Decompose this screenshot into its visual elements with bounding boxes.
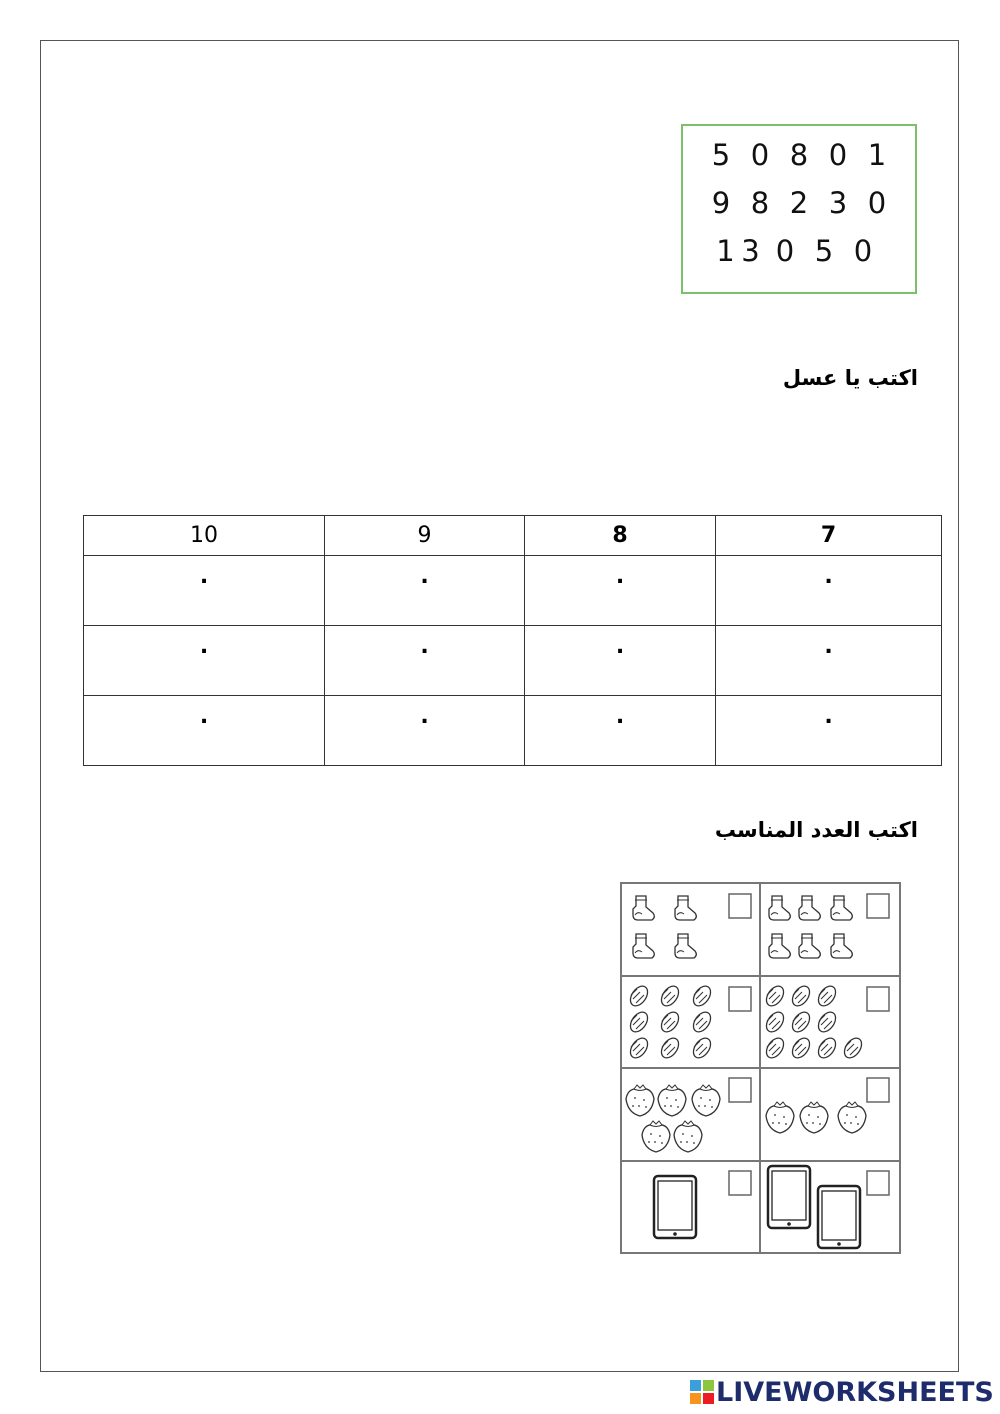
column-header: 7: [716, 516, 942, 556]
answer-cell[interactable]: .: [84, 696, 325, 766]
digit: 5: [814, 234, 834, 268]
number-row: [683, 138, 915, 172]
table-row: [84, 626, 942, 696]
answer-box[interactable]: [867, 987, 889, 1011]
answer-cell[interactable]: .: [84, 626, 325, 696]
table-row: [84, 556, 942, 626]
writing-table: [83, 515, 942, 766]
answer-cell[interactable]: .: [716, 626, 942, 696]
table-header-row: [84, 516, 942, 556]
answer-box[interactable]: [867, 1171, 889, 1195]
answer-cell[interactable]: .: [716, 556, 942, 626]
digit: 0: [750, 138, 770, 172]
liveworksheets-logo: [690, 1375, 994, 1409]
digit: 8: [750, 186, 770, 220]
number-row: [683, 234, 915, 268]
answer-cell[interactable]: .: [525, 696, 716, 766]
answer-box[interactable]: [729, 1171, 751, 1195]
table-row: [84, 696, 942, 766]
number-row: [683, 186, 915, 220]
digit: 9: [711, 186, 731, 220]
digit: 1: [716, 234, 735, 268]
answer-box[interactable]: [729, 894, 751, 918]
digit: 0: [775, 234, 795, 268]
number-box: [681, 124, 917, 294]
answer-cell[interactable]: .: [325, 626, 525, 696]
answer-cell[interactable]: .: [525, 626, 716, 696]
digit: 2: [789, 186, 809, 220]
digit: 3: [828, 186, 848, 220]
digit: 0: [853, 234, 873, 268]
column-header: 8: [525, 516, 716, 556]
strawberry-icon: [766, 1102, 866, 1133]
column-header: 10: [84, 516, 325, 556]
digit: 0: [828, 138, 848, 172]
digit: 3: [741, 234, 760, 268]
brand-text: LIVEWORKSHEETS: [716, 1376, 994, 1408]
bread-icon: [627, 983, 714, 1061]
column-header: 9: [325, 516, 525, 556]
answer-cell[interactable]: .: [525, 556, 716, 626]
answer-cell[interactable]: .: [84, 556, 325, 626]
answer-box[interactable]: [729, 987, 751, 1011]
digit: 5: [711, 138, 731, 172]
section-title-count: اكتب العدد المناسب: [714, 818, 918, 842]
answer-cell[interactable]: .: [325, 696, 525, 766]
answer-box[interactable]: [729, 1078, 751, 1102]
answer-box[interactable]: [867, 1078, 889, 1102]
digit: 1: [867, 138, 887, 172]
digit: 8: [789, 138, 809, 172]
digit: 0: [867, 186, 887, 220]
answer-box[interactable]: [867, 894, 889, 918]
section-title-write: اكتب يا عسل: [782, 366, 918, 390]
counting-grid: [620, 882, 901, 1254]
tablet-icon: [654, 1176, 696, 1238]
logo-icon: [690, 1380, 714, 1404]
answer-cell[interactable]: .: [325, 556, 525, 626]
answer-cell[interactable]: .: [716, 696, 942, 766]
